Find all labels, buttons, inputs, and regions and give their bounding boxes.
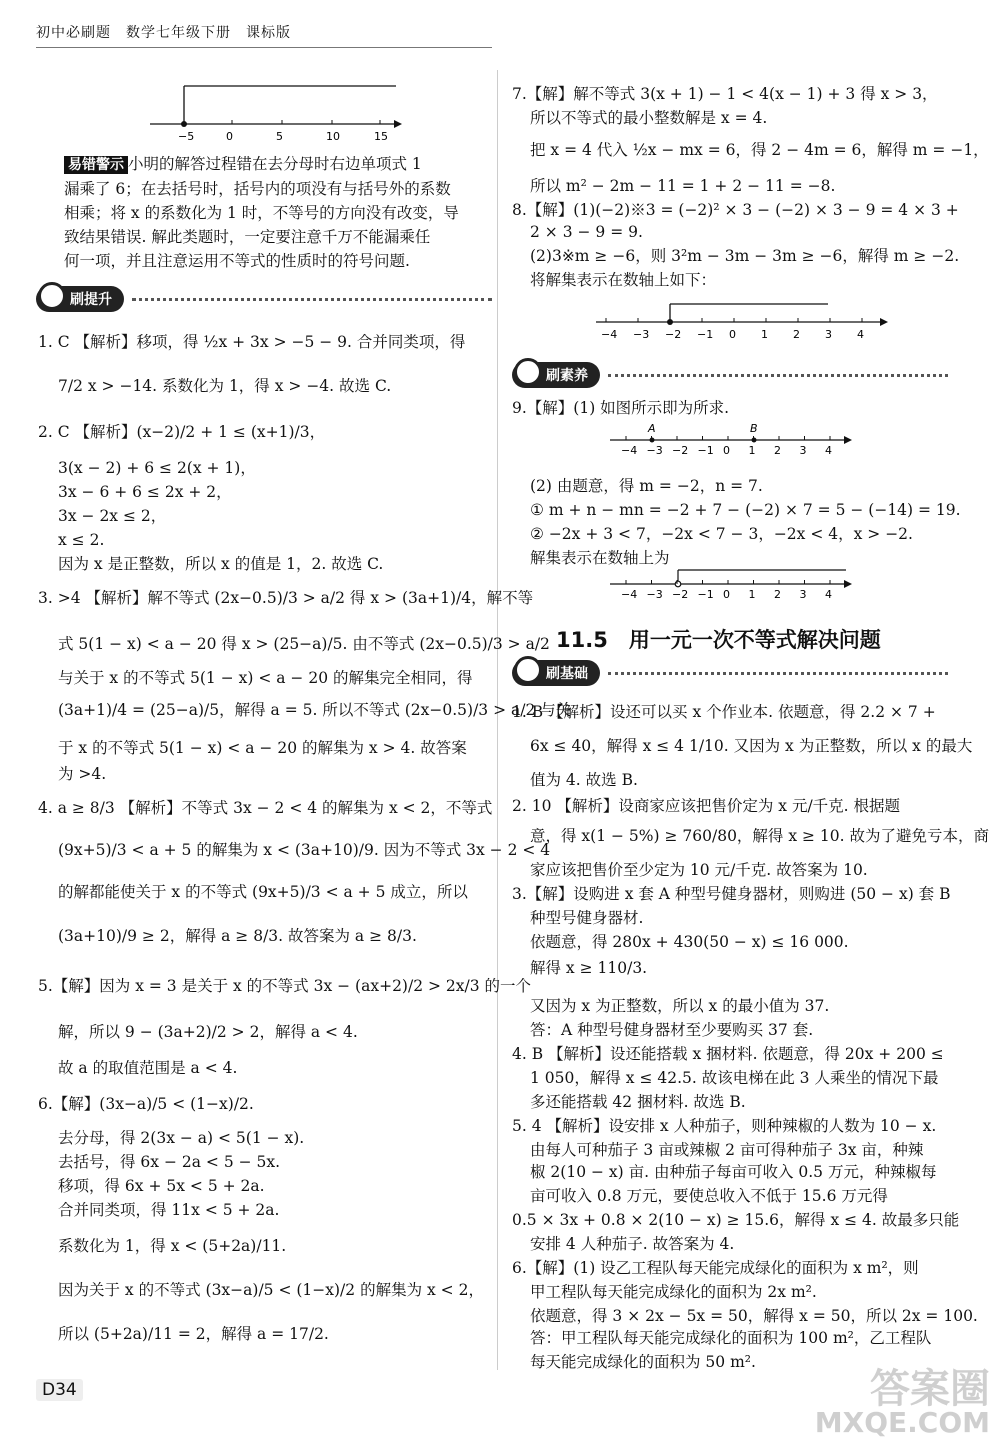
right_bottom-line: 种型号健身器材.	[530, 909, 644, 927]
right_bottom-line: 多还能搭载 42 捆材料. 故选 B.	[530, 1093, 746, 1111]
right_bottom-line: 答：A 种型号健身器材至少要购买 37 套.	[530, 1021, 814, 1039]
tick-label: −2	[665, 328, 682, 341]
left-line: 移项，得 6x + 5x < 5 + 2a.	[58, 1177, 265, 1195]
tick-label: 2	[774, 588, 781, 601]
left-line: 因为 x 是正整数，所以 x 的值是 1，2. 故选 C.	[58, 555, 384, 573]
warning-line: 漏乘了 6；在去括号时，括号内的项没有与括号外的系数	[64, 180, 451, 198]
right_bottom-line: 1. B 【解析】设还可以买 x 个作业本. 依题意，得 2.2 × 7 +	[512, 703, 936, 721]
tick-label: 1	[761, 328, 768, 341]
watermark-line1: 答案圈	[870, 1366, 990, 1412]
right_bottom-line: 意，得 x(1 − 5%) ≥ 760/80，解得 x ≥ 10. 故为了避免亏本，商	[530, 827, 990, 845]
left-line: 所以 (5+2a)/11 = 2，解得 a = 17/2.	[58, 1325, 329, 1343]
left-line: 因为关于 x 的不等式 (3x−a)/5 < (1−x)/2 的解集为 x < 2，	[58, 1281, 484, 1299]
warning-line: 相乘；将 x 的系数化为 1 时，不等号的方向没有改变，导	[64, 204, 459, 222]
tick-label: 15	[374, 130, 388, 143]
right_bottom-line: 依题意，得 280x + 430(50 − x) ≤ 16 000.	[530, 933, 849, 951]
right_bottom-line: 6x ≤ 40，解得 x ≤ 4 1/10. 又因为 x 为正整数，所以 x 的最大	[530, 737, 973, 755]
left-line: 6.【解】(3x−a)/5 < (1−x)/2.	[38, 1095, 254, 1113]
page-number: D34	[36, 1379, 83, 1401]
tick-label: −4	[601, 328, 618, 341]
tick-label: 2	[774, 444, 781, 457]
error-warning	[64, 154, 484, 271]
right_bottom-line: 依题意，得 3 × 2x − 5x = 50，解得 x = 50，所以 2x = 100.	[530, 1307, 978, 1325]
tick-label: −1	[697, 328, 714, 341]
right_top-line: 把 x = 4 代入 ½x − mx = 6，得 2 − 4m = 6，解得 m = −1，	[530, 141, 989, 159]
tick-label: 3	[825, 328, 832, 341]
tick-label: −2	[672, 588, 689, 601]
right_bottom-line: 2. 10 【解析】设商家应该把售价定为 x 元/千克. 根据题	[512, 797, 901, 815]
left-line: 去分母，得 2(3x − a) < 5(1 − x).	[58, 1129, 305, 1147]
left-line: (3a+1)/4 = (25−a)/5，解得 a = 5. 所以不等式 (2x−0.5)/3 > a/2 与关	[58, 701, 572, 719]
tick-label: −4	[621, 588, 638, 601]
left-line: 解，所以 9 − (3a+2)/2 > 2，解得 a < 4.	[58, 1023, 358, 1041]
left-line: 于 x 的不等式 5(1 − x) < a − 20 的解集为 x > 4. 故答案	[58, 739, 467, 757]
tick-label: −1	[697, 444, 714, 457]
left-line: 5.【解】因为 x = 3 是关于 x 的不等式 3x − (ax+2)/2 > 2x/3 的一个	[38, 977, 532, 995]
right_mid-line: 9.【解】(1) 如图所示即为所求.	[512, 399, 730, 417]
left-line: 的解都能使关于 x 的不等式 (9x+5)/3 < a + 5 成立，所以	[58, 883, 468, 901]
point-label: B	[750, 422, 758, 435]
right_bottom-line: 6.【解】(1) 设乙工程队每天能完成绿化的面积为 x m²，则	[512, 1259, 919, 1277]
left-line: 2. C 【解析】(x−2)/2 + 1 ≤ (x+1)/3，	[38, 423, 326, 441]
right_bottom-line: 答：甲工程队每天能完成绿化的面积为 100 m²，乙工程队	[530, 1329, 932, 1347]
left-line: 1. C 【解析】移项，得 ½x + 3x > −5 − 9. 合并同类项，得	[38, 333, 466, 351]
left-line: x ≤ 2.	[58, 531, 105, 549]
banner-tisheng	[36, 286, 492, 312]
header-rule	[36, 47, 492, 48]
right_mid-line: ② −2x + 3 < 7，−2x < 7 − 3，−2x < 4，x > −2.	[530, 525, 913, 543]
tick-label: 4	[825, 588, 832, 601]
right_bottom-line: 安排 4 人种茄子. 故答案为 4.	[530, 1235, 735, 1253]
tick-label: 1	[748, 444, 756, 457]
watermark-line2: MXQE.COM	[814, 1406, 990, 1439]
left-line: 4. a ≥ 8/3 【解析】不等式 3x − 2 < 4 的解集为 x < 2，不等式	[38, 799, 493, 817]
right_top-line: 7.【解】解不等式 3(x + 1) − 1 < 4(x − 1) + 3 得 x > 3，	[512, 85, 938, 103]
right_top-line: 所以 m² − 2m − 11 = 1 + 2 − 11 = −8.	[530, 177, 836, 195]
right_bottom-line: 5. 4 【解析】设安排 x 人种茄子，则种辣椒的人数为 10 − x.	[512, 1117, 937, 1135]
tick-label: 4	[857, 328, 864, 341]
top-number-line	[146, 78, 406, 144]
watermark	[814, 1366, 990, 1440]
left-line: 式 5(1 − x) < a − 20 得 x > (25−a)/5. 由不等式 (2x−0.5)/3 > a/2	[58, 635, 550, 653]
right_bottom-line: 每天能完成绿化的面积为 50 m².	[530, 1353, 756, 1371]
banner-label: 刷提升	[36, 286, 124, 312]
banner-label: 刷基础	[512, 660, 600, 686]
right_bottom-line: 0.5 × 3x + 0.8 × 2(10 − x) ≥ 15.6，解得 x ≤ 4. 故最多只能	[512, 1211, 960, 1229]
left-line: 3(x − 2) + 6 ≤ 2(x + 1)，	[58, 459, 256, 477]
tick-label: 2	[793, 328, 800, 341]
right_mid-line: 解集表示在数轴上为	[530, 549, 670, 567]
tick-label: 1	[748, 588, 756, 601]
left-line: (9x+5)/3 < a + 5 的解集为 x < (3a+10)/9. 因为不等式 3x − 2 < 4	[58, 841, 551, 859]
right_bottom-line: 椒 2(10 − x) 亩. 由种茄子每亩可收入 0.5 万元，种辣椒每	[530, 1163, 937, 1181]
tick-label: −3	[633, 328, 650, 341]
right_top-line: 8.【解】(1)(−2)※3 = (−2)² × 3 − (−2) × 3 − 9 = 4 × 3 +	[512, 201, 959, 219]
warning-tag: 易错警示	[64, 156, 128, 174]
left-line: 3. >4 【解析】解不等式 (2x−0.5)/3 > a/2 得 x > (3a+1)/4，解不等	[38, 589, 534, 607]
tick-label: 3	[799, 444, 807, 457]
tick-label: 10	[326, 130, 340, 143]
point-label: A	[648, 422, 656, 435]
tick-label: 4	[825, 444, 832, 457]
right_bottom-line: 家应该把售价至少定为 10 元/千克. 故答案为 10.	[530, 861, 868, 879]
tick-label: −3	[646, 444, 663, 457]
left-line: 故 a 的取值范围是 a < 4.	[58, 1059, 238, 1077]
left-line: 3x − 2x ≤ 2，	[58, 507, 167, 525]
right_bottom-line: 解得 x ≥ 110/3.	[530, 959, 648, 977]
left-line: 系数化为 1，得 x < (5+2a)/11.	[58, 1237, 287, 1255]
right_bottom-line: 由每人可种茄子 3 亩或辣椒 2 亩可得种茄子 3x 亩，种辣	[530, 1141, 924, 1159]
right_top-line: 将解集表示在数轴上如下：	[530, 271, 717, 289]
left-line: 7/2 x > −14. 系数化为 1，得 x > −4. 故选 C.	[58, 377, 392, 395]
right_bottom-line: 又因为 x 为正整数，所以 x 的最小值为 37.	[530, 997, 830, 1015]
left-line: 合并同类项，得 11x < 5 + 2a.	[58, 1201, 280, 1219]
left-line: 3x − 6 + 6 ≤ 2x + 2，	[58, 483, 232, 501]
right_top-line: 2 × 3 − 9 = 9.	[530, 223, 643, 241]
tick-label: −5	[178, 130, 195, 143]
left-line: 为 >4.	[58, 765, 107, 783]
running-header: 初中必刷题 数学七年级下册 课标版	[36, 25, 291, 41]
left-line: 与关于 x 的不等式 5(1 − x) < a − 20 的解集完全相同，得	[58, 669, 473, 687]
tick-label: 5	[276, 130, 283, 143]
left-line: 去括号，得 6x − 2a < 5 − 5x.	[58, 1153, 281, 1171]
right_bottom-line: 1 050，解得 x ≤ 42.5. 故该电梯在此 3 人乘坐的情况下最	[530, 1069, 939, 1087]
banner-jichu	[512, 660, 948, 686]
right_bottom-line: 值为 4. 故选 B.	[530, 771, 638, 789]
banner-label: 刷素养	[512, 362, 600, 388]
right_top-line: 所以不等式的最小整数解是 x = 4.	[530, 109, 768, 127]
warning-line: 小明的解答过程错在去分母时右边单项式 1	[128, 155, 422, 173]
q9-number-line	[606, 422, 856, 462]
warning-line: 何一项，并且注意运用不等式的性质时的符号问题.	[64, 252, 410, 270]
right_mid-line: (2) 由题意，得 m = −2，n = 7.	[530, 477, 763, 495]
left-line: (3a+10)/9 ≥ 2，解得 a ≥ 8/3. 故答案为 a ≥ 8/3.	[58, 927, 417, 945]
right_bottom-line: 甲工程队每天能完成绿化的面积为 2x m².	[530, 1283, 817, 1301]
right_top-line: (2)3※m ≥ −6，则 3²m − 3m − 3m ≥ −6，解得 m ≥ −2.	[530, 247, 960, 265]
section-title: 11.5 用一元一次不等式解决问题	[556, 628, 881, 652]
right_bottom-line: 3.【解】设购进 x 套 A 种型号健身器材，则购进 (50 − x) 套 B	[512, 885, 951, 903]
warning-line: 致结果错误. 解此类题时，一定要注意千万不能漏乘任	[64, 228, 431, 246]
right_bottom-line: 亩可收入 0.8 万元，要使总收入不低于 15.6 万元得	[530, 1187, 888, 1205]
banner-suyang	[512, 362, 948, 388]
tick-label: −4	[621, 444, 638, 457]
right_mid-line: ① m + n − mn = −2 + 7 − (−2) × 7 = 5 − (−14) = 19.	[530, 501, 961, 519]
tick-label: −2	[672, 444, 689, 457]
q8-number-line	[592, 296, 892, 344]
tick-label: −3	[646, 588, 663, 601]
column-divider	[497, 70, 498, 1370]
tick-label: 0	[723, 588, 730, 601]
q9-solution-number-line	[606, 566, 856, 606]
tick-label: 0	[226, 130, 233, 143]
tick-label: −1	[697, 588, 714, 601]
tick-label: 0	[723, 444, 730, 457]
tick-label: 0	[729, 328, 736, 341]
tick-label: 3	[799, 588, 807, 601]
right_bottom-line: 4. B 【解析】设还能搭载 x 捆材料. 依题意，得 20x + 200 ≤	[512, 1045, 944, 1063]
